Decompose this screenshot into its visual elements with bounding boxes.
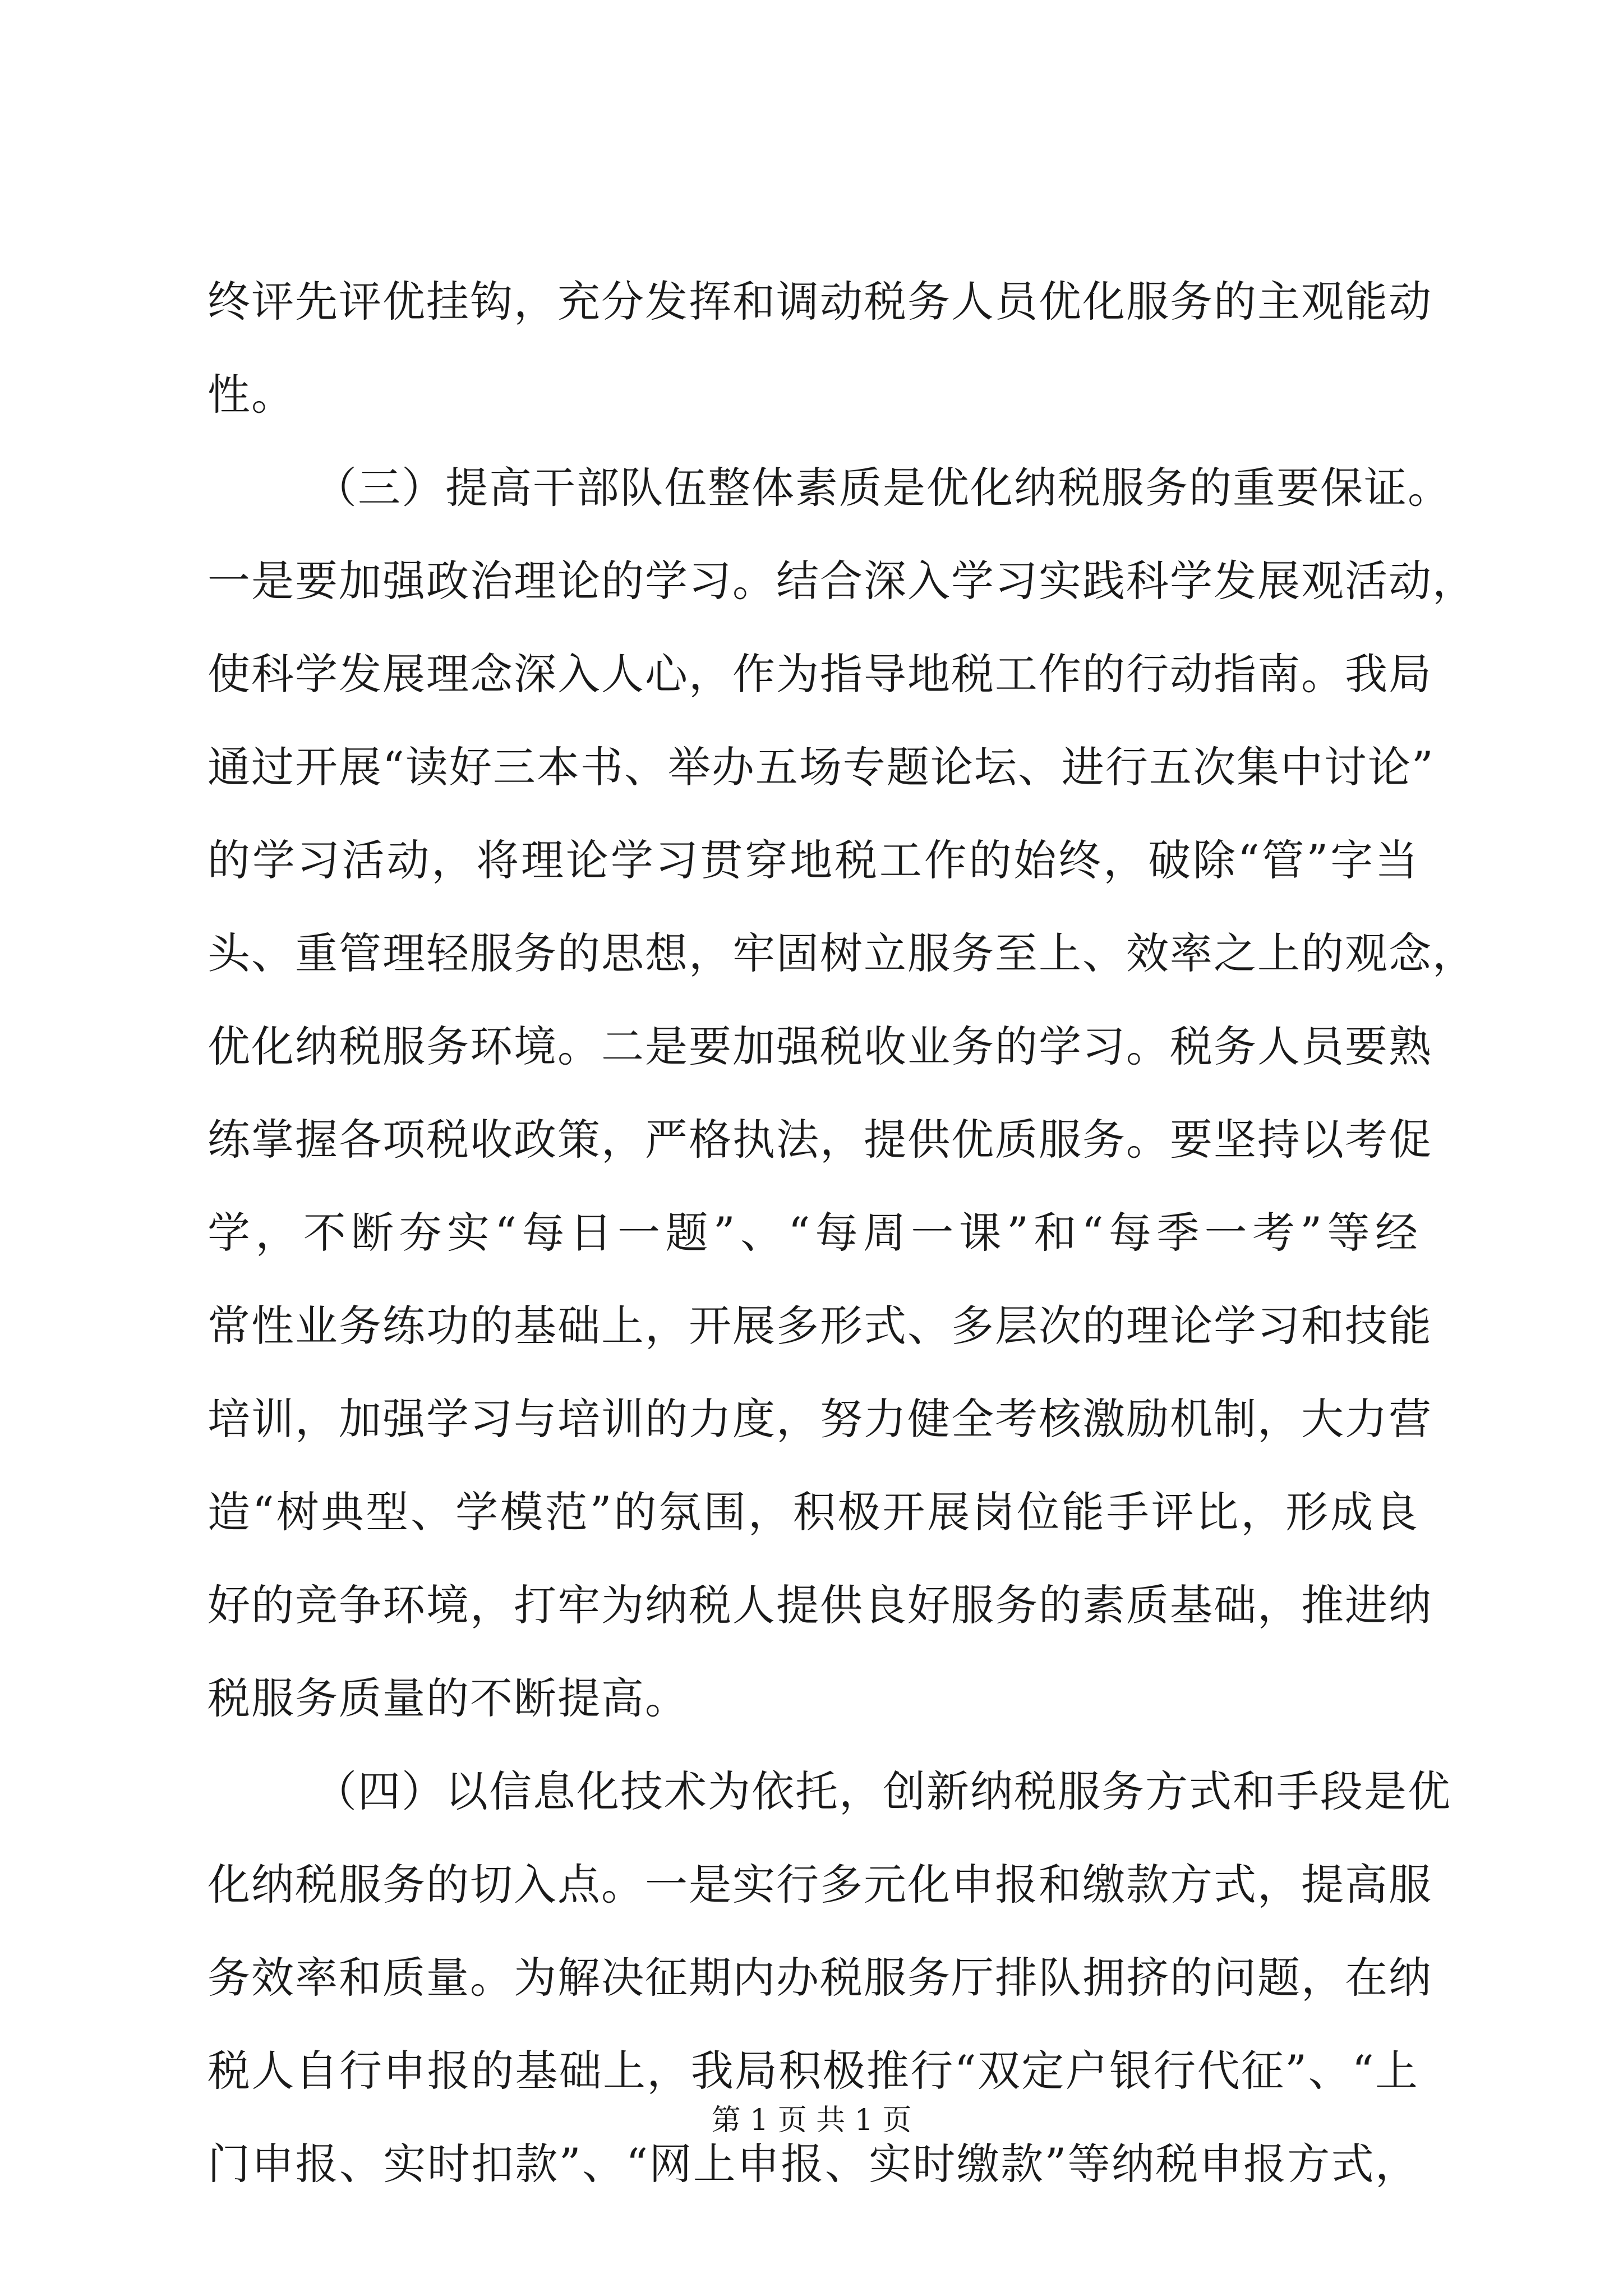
section-heading-line: （四）以信息化技术为依托，创新纳税服务方式和手段是优 [314,1766,1451,1816]
document-body [208,255,1476,2211]
section-heading-line: （三）提高干部队伍整体素质是优化纳税服务的重要保证。 [314,463,1451,513]
text-line: 头、重管理轻服务的思想，牢固树立服务至上、效率之上的观念， [208,928,1476,978]
text-line: 税服务质量的不断提高。 [208,1673,689,1723]
text-line: 终评先评优挂钩，充分发挥和调动税务人员优化服务的主观能动 [208,277,1432,326]
text-line: 优化纳税服务环境。二是要加强税收业务的学习。税务人员要熟 [208,1022,1432,1071]
text-line: 一是要加强政治理论的学习。结合深入学习实践科学发展观活动， [208,556,1476,606]
page-number-label: 第 1 页 共 1 页 [711,2104,912,2137]
text-line: 使科学发展理念深入人心，作为指导地税工作的行动指南。我局 [208,649,1432,699]
text-line: 练掌握各项税收政策，严格执法，提供优质服务。要坚持以考促 [208,1115,1432,1165]
text-line: 的学习活动，将理论学习贯穿地税工作的始终，破除“管”字当 [208,835,1419,885]
page-footer [0,2098,1623,2143]
text-line: 通过开展“读好三本书、举办五场专题论坛、进行五次集中讨论” [208,742,1435,792]
text-line: 好的竞争环境，打牢为纳税人提供良好服务的素质基础，推进纳 [208,1580,1432,1630]
text-line: 化纳税服务的切入点。一是实行多元化申报和缴款方式，提高服 [208,1860,1432,1910]
text-line: 常性业务练功的基础上，开展多形式、多层次的理论学习和技能 [208,1301,1432,1351]
text-line: 务效率和质量。为解决征期内办税服务厅排队拥挤的问题，在纳 [208,1953,1432,2003]
text-line: 造“树典型、学模范”的氛围，积极开展岗位能手评比，形成良 [208,1487,1419,1537]
text-line: 学，不断夯实“每日一题”、“每周一课”和“每季一考”等经 [208,1208,1419,1258]
text-line: 税人自行申报的基础上，我局积极推行“双定户银行代征”、“上 [208,2046,1419,2096]
text-line: 性。 [208,370,295,420]
text-line: 门申报、实时扣款”、“网上申报、实时缴款”等纳税申报方式， [208,2139,1419,2189]
text-line: 培训，加强学习与培训的力度，努力健全考核激励机制，大力营 [208,1394,1432,1444]
